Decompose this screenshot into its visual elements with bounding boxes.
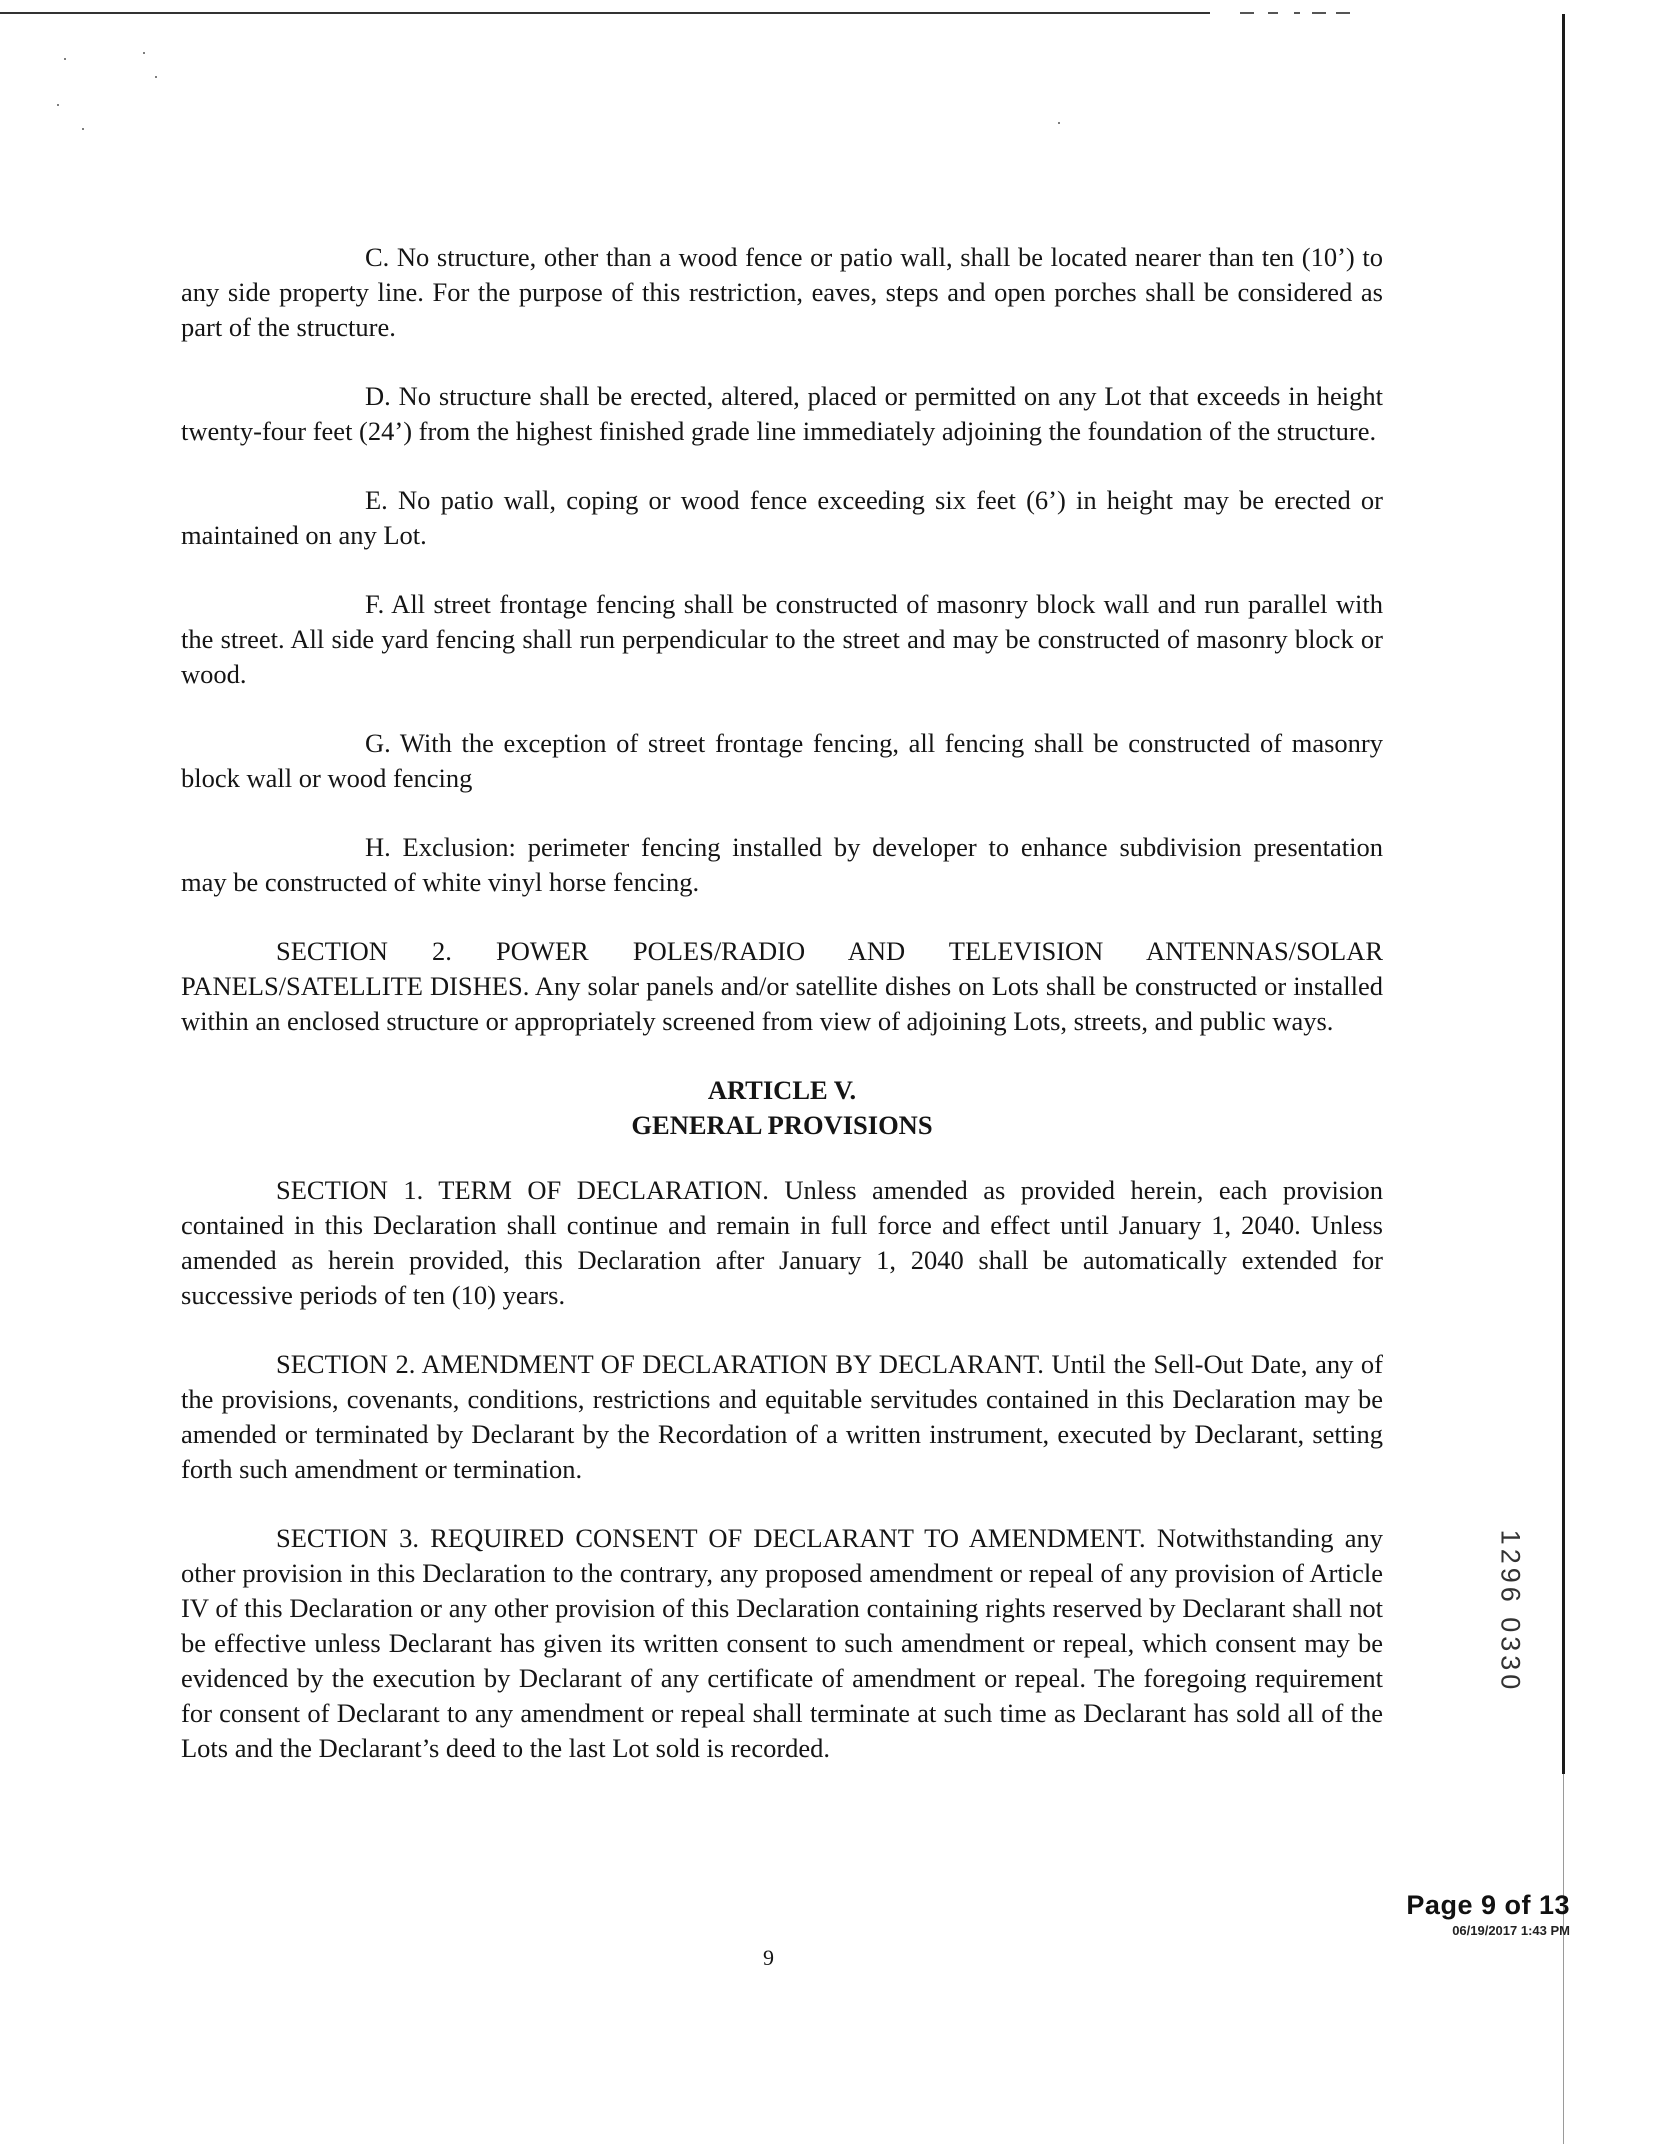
article-heading (181, 1073, 1383, 1143)
paragraph: SECTION 2. POWER POLES/RADIO AND TELEVISION ANTENNAS/SOLAR PANELS/SATELLITE DISHES. Any solar panels and/or satellite dishes on Lots shall be constructed or installed within an enclosed structure or appropriately screened from view of adjoining Lots, streets, and public ways. (181, 936, 1383, 1036)
general-provisions-paragraphs (181, 1173, 1383, 1766)
paragraph: E. No patio wall, coping or wood fence exceeding six feet (6’) in height may be erected or maintained on any Lot. (181, 485, 1383, 550)
scan-speck (143, 52, 145, 54)
article-title: GENERAL PROVISIONS (631, 1110, 933, 1140)
paragraph: C. No structure, other than a wood fence or patio wall, shall be located nearer than ten (10’) to any side property line. For the purpose of this restriction, eaves, steps and open porches shall be considered as part of the structure. (181, 242, 1383, 342)
document-body (181, 240, 1383, 1800)
paragraph: H. Exclusion: perimeter fencing installed by developer to enhance subdivision presentation may be constructed of white vinyl horse fencing. (181, 832, 1383, 897)
scan-speck (82, 128, 84, 130)
top-scan-rule (0, 12, 1210, 14)
top-scan-dash (1336, 12, 1350, 14)
top-scan-dash (1240, 12, 1254, 14)
restrictions-paragraphs (181, 240, 1383, 1039)
scan-speck (155, 76, 157, 78)
top-scan-dash (1294, 12, 1300, 14)
top-scan-dash (1268, 12, 1278, 14)
scan-edge-line (1562, 14, 1565, 1774)
stamp-page-label: Page 9 of 13 (1406, 1890, 1570, 1920)
article-number: ARTICLE V. (707, 1075, 857, 1105)
paragraph: SECTION 3. REQUIRED CONSENT OF DECLARANT TO AMENDMENT. Notwithstanding any other provision in this Declaration to the contrary, any proposed amendment or repeal of any provision of Article IV of this Declaration or any other provision of this Declaration containing rights reserved by Declarant shall not be effective unless Declarant has given its written consent to such amendment or repeal, which consent may be evidenced by the execution by Declarant of any certificate of amendment or repeal. The foregoing requirement for consent of Declarant to any amendment or repeal shall terminate at such time as Declarant has sold all of the Lots and the Declarant’s deed to the last Lot sold is recorded. (181, 1523, 1383, 1763)
paragraph: SECTION 1. TERM OF DECLARATION. Unless amended as provided herein, each provision contained in this Declaration shall continue and remain in full force and effect until January 1, 2040. Unless amended as herein provided, this Declaration after January 1, 2040 shall be automatically extended for successive periods of ten (10) years. (181, 1175, 1383, 1310)
recording-stamp (1406, 1890, 1570, 1938)
paragraph: SECTION 2. AMENDMENT OF DECLARATION BY DECLARANT. Until the Sell-Out Date, any of the provisions, covenants, conditions, restrictions and equitable servitudes contained in this Declaration may be amended or terminated by Declarant by the Recordation of a written instrument, executed by Declarant, setting forth such amendment or termination. (181, 1349, 1383, 1484)
page-number: 9 (763, 1945, 774, 1970)
scan-speck (1058, 122, 1060, 124)
paragraph: D. No structure shall be erected, altered, placed or permitted on any Lot that exceeds in height twenty-four feet (24’) from the highest finished grade line immediately adjoining the foundation of the structure. (181, 381, 1383, 446)
paragraph: G. With the exception of street frontage fencing, all fencing shall be constructed of masonry block wall or wood fencing (181, 728, 1383, 793)
scan-speck (57, 104, 59, 106)
stamp-datetime: 06/19/2017 1:43 PM (1452, 1923, 1570, 1938)
recording-margin-number: 1296 0330 (1495, 1529, 1526, 1693)
paragraph: F. All street frontage fencing shall be constructed of masonry block wall and run parallel with the street. All side yard fencing shall run perpendicular to the street and may be constructed of masonry block or wood. (181, 589, 1383, 689)
scan-speck (64, 58, 66, 60)
top-scan-dash (1312, 12, 1326, 14)
scan-edge-line-faint (1563, 1774, 1564, 2144)
